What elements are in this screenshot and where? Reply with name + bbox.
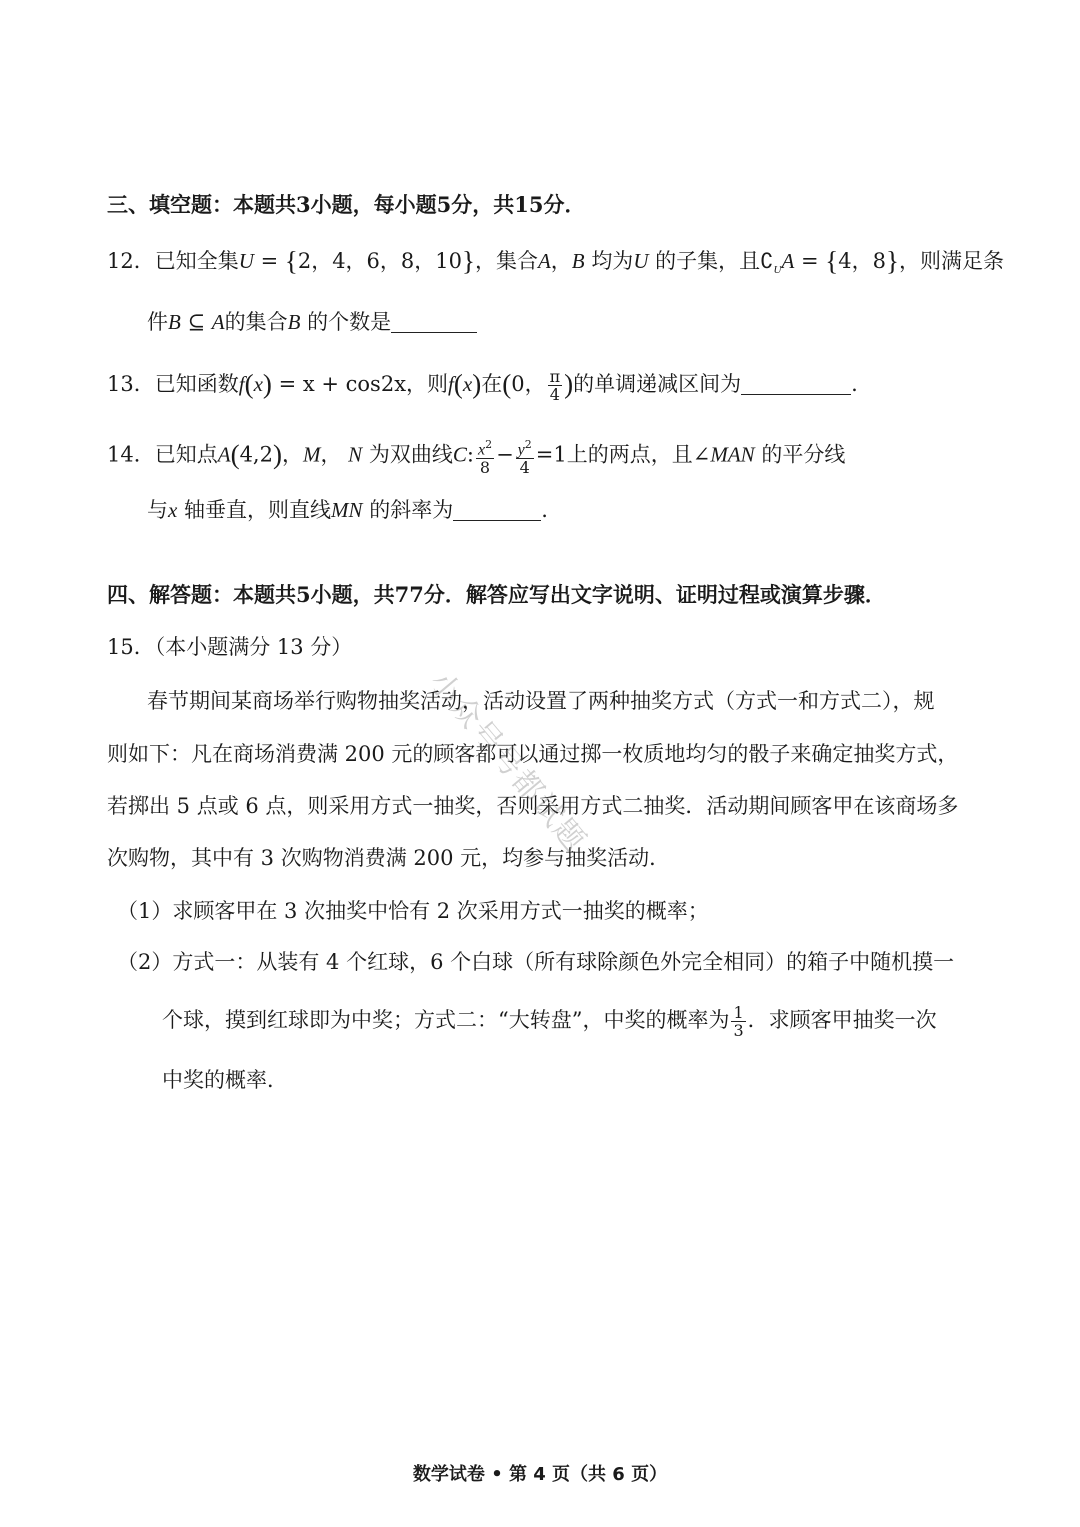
- q12-text: 件: [147, 310, 168, 334]
- point-a: 4,2: [239, 442, 273, 467]
- q14-line1: 14．已知点A(4,2)，M， N 为双曲线C: $\frac{x^2}{8}$ − $\frac{y^2}{4}$ =1上的两点，且∠MAN 的平分线: [107, 438, 846, 478]
- q15-para-1: 春节期间某商场举行购物抽奖活动，活动设置了两种抽奖方式（方式一和方式二），规: [147, 689, 935, 713]
- q15-sub-2b: [162, 1004, 937, 1039]
- q12-line1: 12．已知全集U = {2，4，6，8，10}，集合A，B 均为U 的子集，且$∁_UA = \{4$，8}，则满足条: [107, 246, 1004, 277]
- q13-line: 13．已知函数f(x) = x + cos2x，则f(x)在(0， $\frac{\pi}{4}$ )的单调递减区间为 .: [107, 367, 858, 404]
- answer-blank: [391, 312, 477, 333]
- answer-blank: [741, 374, 851, 395]
- q12-text: 已知全集: [154, 249, 239, 273]
- q12-text: 的子集，且: [655, 249, 761, 273]
- q12-text: 的个数是: [307, 310, 392, 334]
- page-footer: 数学试卷 • 第 4 页（共 6 页）: [412, 1464, 668, 1485]
- q13-text: ，则: [406, 372, 449, 396]
- q15-para-2: 则如下：凡在商场消费满 200 元的顾客都可以通过掷一枚质地均匀的骰子来确定抽奖方式，: [107, 742, 959, 766]
- q12-number: 12．: [107, 249, 155, 273]
- section3-title: 三、填空题：本题共3小题，每小题5分，共15分．: [107, 192, 586, 217]
- frac-num: 1: [733, 1003, 744, 1022]
- angle: ∠MAN: [692, 442, 755, 467]
- set-u: 2，4，6，8，10: [297, 249, 462, 273]
- frac-den: 4: [549, 385, 560, 404]
- q15-para-3: 若掷出 5 点或 6 点，则采用方式一抽奖，否则采用方式二抽奖．活动期间顾客甲在该商场多: [107, 794, 959, 818]
- q14-text: 的平分线: [761, 442, 846, 467]
- q15-header: 15．（本小题满分 13 分）: [107, 635, 353, 659]
- q15-sub-2a: （2）方式一：从装有 4 个红球，6 个白球（所有球除颜色外完全相同）的箱子中随机摸一: [117, 950, 955, 974]
- q14-text: 的斜率为: [369, 498, 454, 522]
- q15-sub-2c: 中奖的概率．: [162, 1068, 288, 1092]
- q14-line2: 与x 轴垂直，则直线MN 的斜率为 .: [147, 498, 548, 522]
- q12-line2: 件B ⊆ A的集合B 的个数是: [147, 307, 477, 337]
- q14-text: 已知点: [154, 442, 218, 467]
- interval: 0，: [511, 372, 546, 396]
- q12-text: 均为: [591, 249, 634, 273]
- watermark: 小众号号都试题: [422, 665, 593, 860]
- q14-text: 轴垂直，则直线: [184, 498, 332, 522]
- equation: =1: [535, 442, 567, 467]
- answer-blank: [453, 500, 541, 521]
- frac-den: 8: [479, 458, 491, 478]
- q12-text: ，则满足条: [898, 249, 1004, 273]
- q12-text: 的集合: [224, 310, 288, 334]
- frac-num: y: [517, 441, 525, 459]
- q15-text: 个球，摸到红球即为中奖；方式二：“大转盘”，中奖的概率为: [162, 1008, 730, 1032]
- q14-number: 14．: [107, 442, 155, 467]
- q14-text: 与: [147, 498, 168, 522]
- frac-num: x: [477, 441, 486, 459]
- q13-text: 的单调递减区间为: [573, 372, 742, 396]
- frac-num: π: [549, 367, 561, 386]
- section4-title: 四、解答题：本题共5小题，共77分．解答应写出文字说明、证明过程或演算步骤．: [107, 582, 886, 607]
- q14-text: 为双曲线: [368, 442, 453, 467]
- q13-text: 在: [481, 372, 503, 396]
- q14-text: ，: [281, 442, 303, 467]
- frac-den: 3: [733, 1021, 744, 1040]
- q15-text: ．求顾客甲抽奖一次: [747, 1008, 937, 1032]
- q14-text: 上的两点，且: [566, 442, 693, 467]
- complement-set: 4，8: [838, 249, 886, 273]
- q13-number: 13．: [107, 372, 155, 396]
- frac-den: 4: [519, 458, 530, 478]
- q13-text: 已知函数: [154, 372, 239, 396]
- q15-sub-1: （1）求顾客甲在 3 次抽奖中恰有 2 次采用方式一抽奖的概率；: [117, 899, 709, 923]
- q13-func: = x + cos2x: [278, 372, 407, 396]
- q15-para-4: 次购物，其中有 3 次购物消费满 200 元，均参与抽奖活动．: [107, 846, 671, 870]
- q12-text: ，集合: [474, 249, 538, 273]
